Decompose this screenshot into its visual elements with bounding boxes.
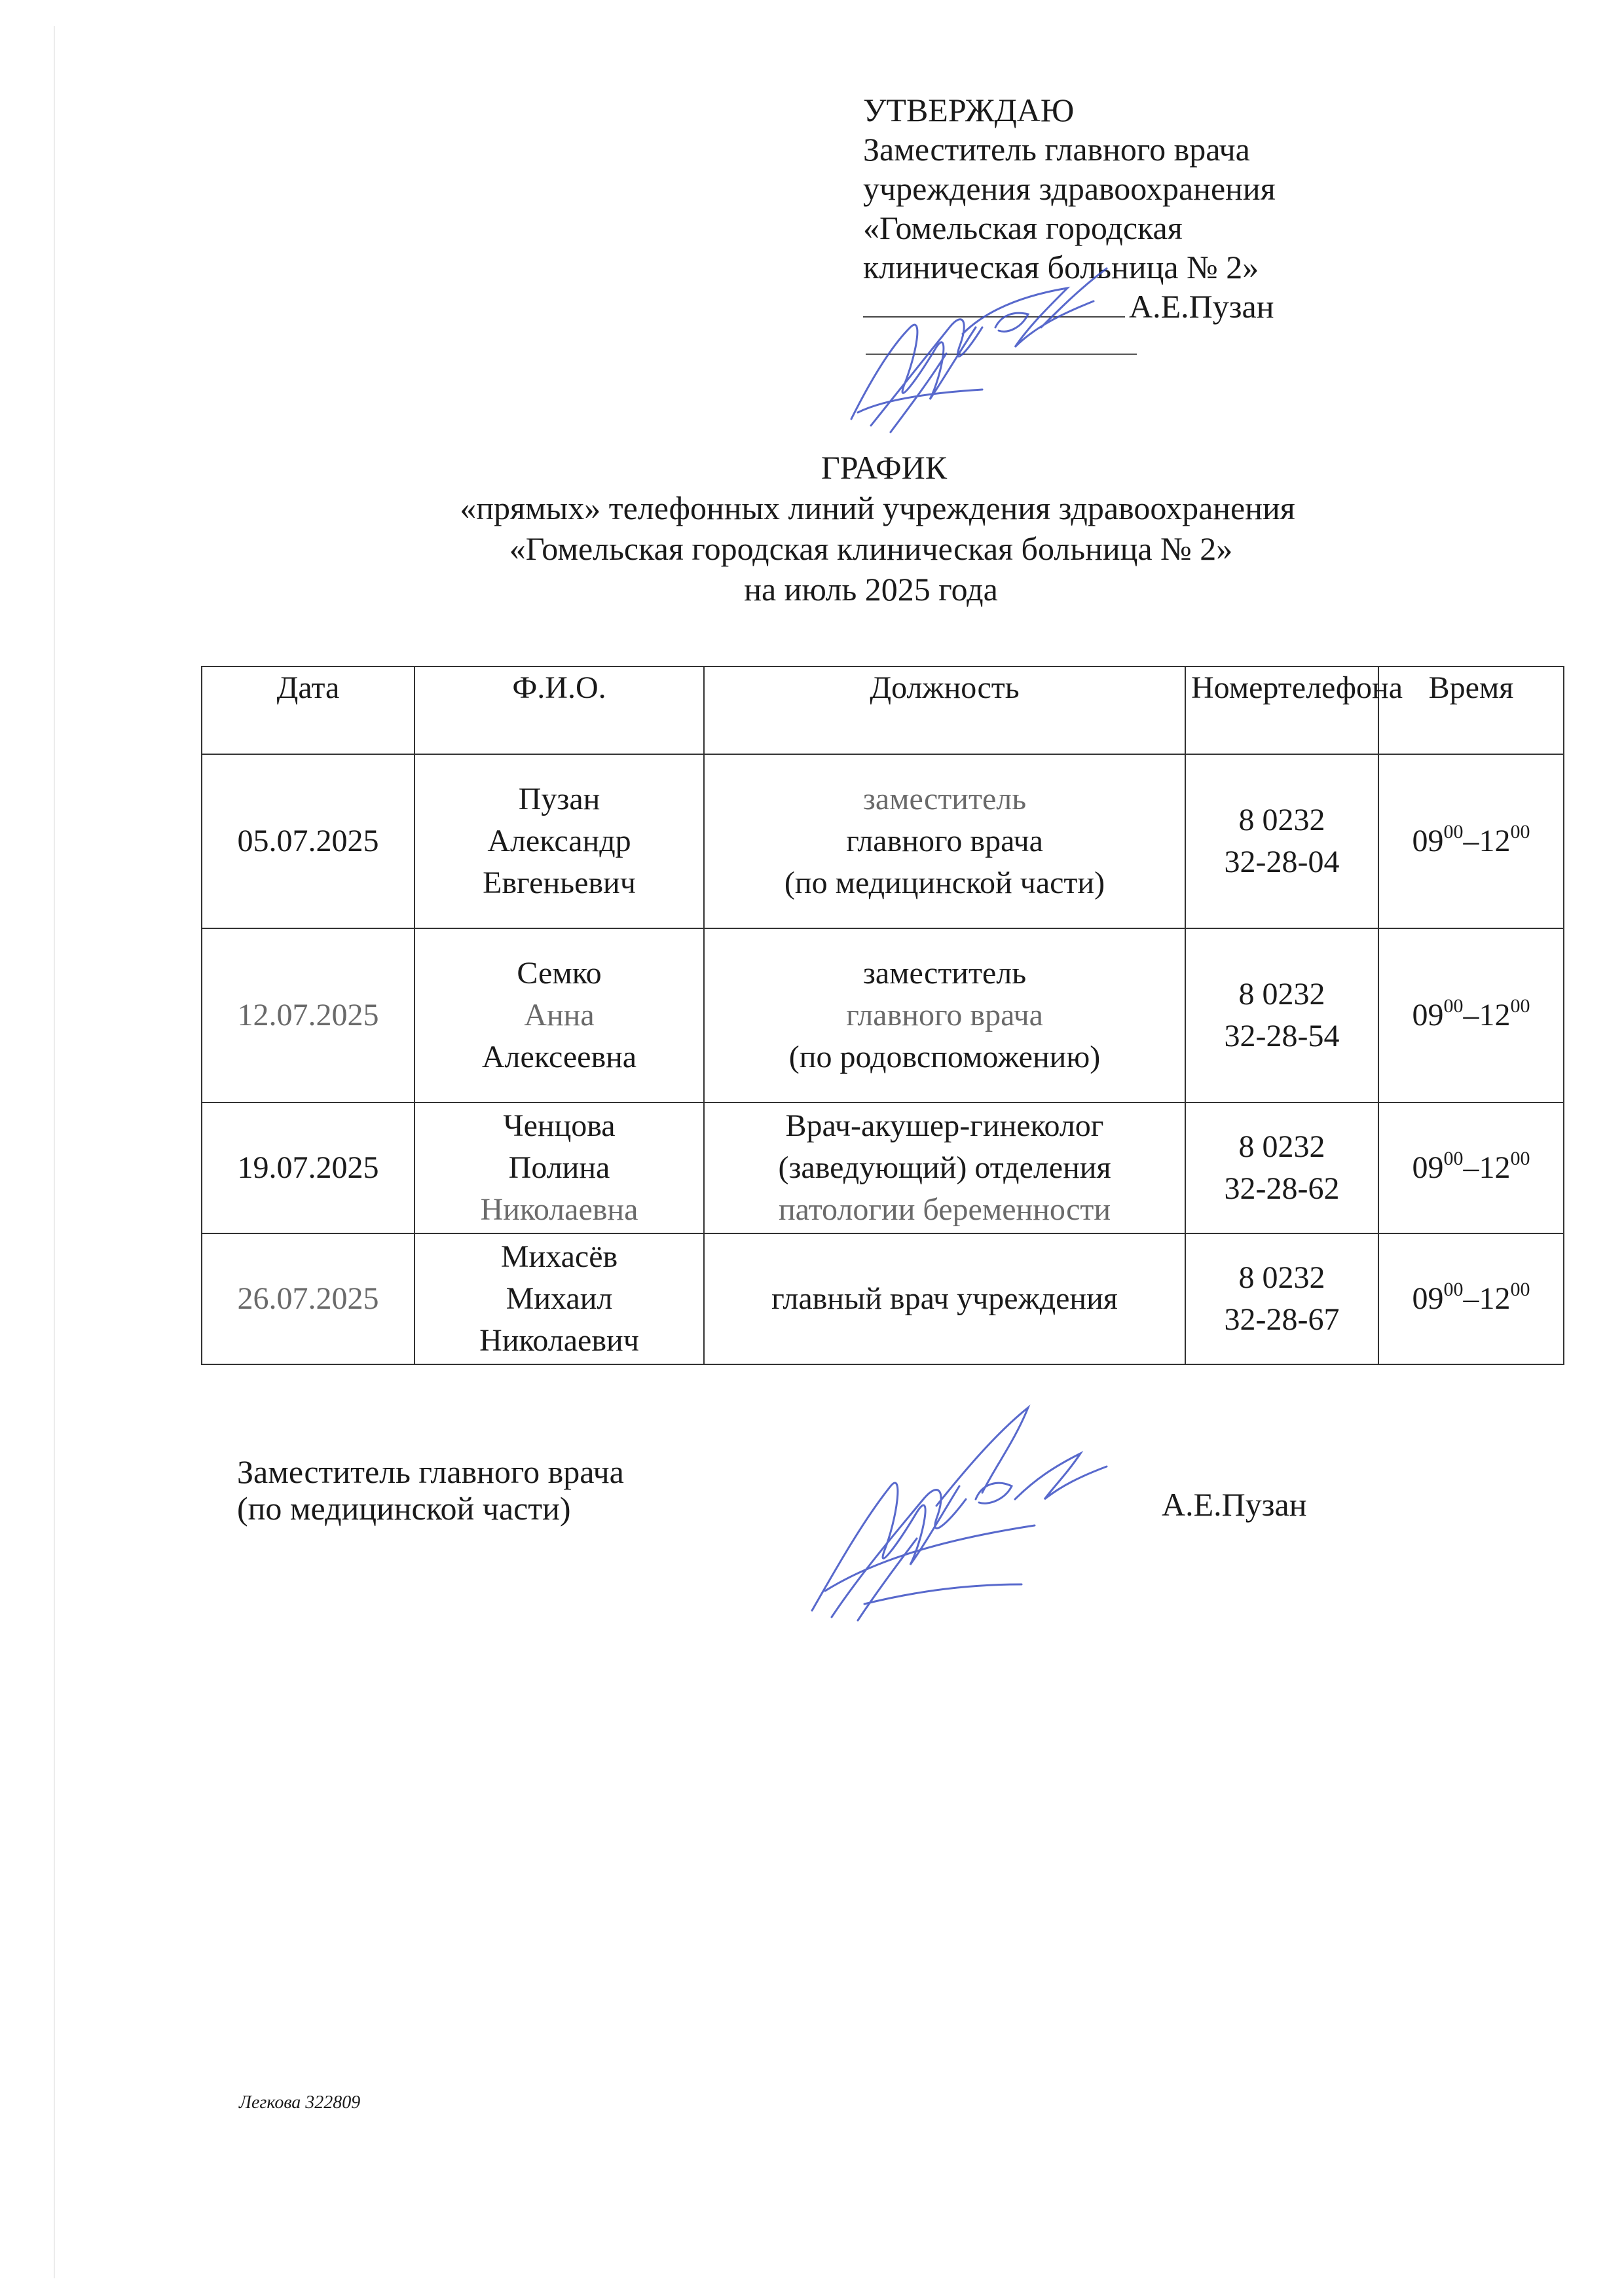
page-edge	[54, 26, 55, 2278]
approval-heading: УТВЕРЖДАЮ	[863, 92, 1075, 128]
phone-line: 8 0232	[1238, 803, 1325, 837]
name-line: Александр	[487, 824, 631, 858]
cell-phone	[1185, 1102, 1378, 1233]
cell-phone	[1185, 928, 1378, 1102]
title-subtitle: «прямых» телефонных линий учреждения здравоохранения	[460, 490, 1295, 526]
position-line: патологии беременности	[778, 1192, 1111, 1227]
phone-line: 32-28-54	[1224, 1019, 1340, 1053]
cell-time: $09^{00}-12^{00}$	[1378, 754, 1564, 928]
position-line: Врач-акушер-гинеколог	[785, 1108, 1104, 1143]
name-line: Михасёв	[500, 1239, 618, 1274]
cell-position	[704, 1102, 1185, 1233]
approval-line: учреждения здравоохранения	[863, 170, 1276, 207]
header-time: Время	[1378, 666, 1564, 754]
cell-phone	[1185, 1233, 1378, 1364]
name-line: Полина	[508, 1150, 610, 1185]
cell-position	[704, 754, 1185, 928]
cell-time: $09^{00}-12^{00}$	[1378, 928, 1564, 1102]
table-row	[202, 754, 1564, 928]
name-line: Михаил	[506, 1281, 613, 1316]
footer-position	[237, 1453, 624, 1527]
position-line: (заведующий) отделения	[778, 1150, 1111, 1185]
cell-name	[415, 754, 704, 928]
position-line: главный врач учреждения	[771, 1281, 1118, 1316]
header-date: Дата	[202, 666, 415, 754]
name-line: Николаевна	[480, 1192, 638, 1227]
name-line: Пузан	[518, 782, 600, 816]
cell-name	[415, 1233, 704, 1364]
cell-date: 26.07.2025	[202, 1233, 415, 1364]
name-line: Алексеевна	[481, 1040, 637, 1074]
table-header-row	[202, 666, 1564, 754]
document-title	[0, 447, 1624, 610]
approval-line: клиническая больница № 2»	[863, 249, 1259, 285]
approval-line: «Гомельская городская	[863, 210, 1183, 246]
position-line: (по родовспоможению)	[788, 1040, 1101, 1074]
table-row	[202, 1102, 1564, 1233]
footer-signature-image	[786, 1394, 1126, 1630]
approval-line: Заместитель главного врача	[863, 131, 1250, 168]
cell-date: 12.07.2025	[202, 928, 415, 1102]
position-line: главного врача	[846, 998, 1043, 1032]
cell-name	[415, 928, 704, 1102]
cell-position	[704, 1233, 1185, 1364]
phone-line: 8 0232	[1238, 977, 1325, 1011]
name-line: Евгеньевич	[483, 866, 636, 900]
phone-line: 8 0232	[1238, 1260, 1325, 1295]
title-organization: «Гомельская городская клиническая больница № 2»	[509, 530, 1233, 567]
position-line: заместитель	[862, 782, 1027, 816]
position-line: заместитель	[862, 956, 1027, 991]
cell-time: $09^{00}-12^{00}$	[1378, 1233, 1564, 1364]
cell-date: 19.07.2025	[202, 1102, 415, 1233]
header-phone-line: телефона	[1278, 670, 1403, 705]
footer-signer: А.Е.Пузан	[1162, 1486, 1307, 1523]
cell-time: $09^{00}-12^{00}$	[1378, 1102, 1564, 1233]
schedule-table	[201, 666, 1564, 1365]
header-phone	[1185, 666, 1403, 754]
phone-line: 32-28-67	[1224, 1302, 1340, 1337]
footer-position-line: Заместитель главного врача	[237, 1453, 624, 1490]
approval-signature-image	[832, 249, 1133, 445]
title-period: на июль 2025 года	[744, 571, 998, 608]
footer-position-line: (по медицинской части)	[237, 1490, 571, 1527]
header-name: Ф.И.О.	[415, 666, 704, 754]
position-line: главного врача	[846, 824, 1043, 858]
phone-line: 32-28-62	[1224, 1171, 1340, 1206]
position-line: (по медицинской части)	[784, 866, 1105, 900]
header-phone-line: Номер	[1191, 670, 1278, 705]
name-line: Анна	[524, 998, 595, 1032]
executor-note: Легкова 322809	[239, 2092, 361, 2113]
cell-position	[704, 928, 1185, 1102]
approval-signer: А.Е.Пузан	[1129, 288, 1274, 325]
name-line: Семко	[517, 956, 602, 991]
table-row	[202, 928, 1564, 1102]
cell-phone	[1185, 754, 1378, 928]
phone-line: 8 0232	[1238, 1129, 1325, 1164]
title-heading: ГРАФИК	[821, 449, 948, 486]
cell-name	[415, 1102, 704, 1233]
phone-line: 32-28-04	[1224, 845, 1340, 879]
cell-date: 05.07.2025	[202, 754, 415, 928]
header-position: Должность	[704, 666, 1185, 754]
name-line: Николаевич	[479, 1323, 639, 1358]
name-line: Ченцова	[503, 1108, 616, 1143]
table-row	[202, 1233, 1564, 1364]
